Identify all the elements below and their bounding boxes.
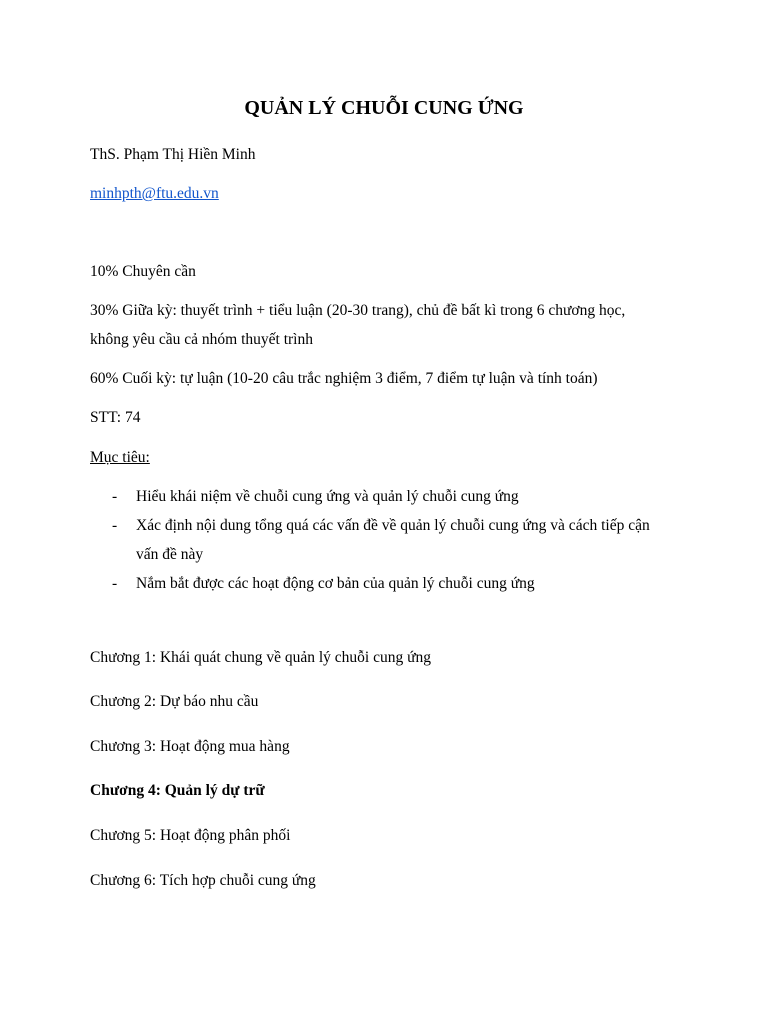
bullet-dash: - [112,488,118,505]
stt-number: STT: 74 [90,409,141,426]
grading-final: 60% Cuối kỳ: tự luận (10-20 câu trắc nghiệm 3 điểm, 7 điểm tự luận và tính toán) [90,370,598,387]
objective-item: Hiểu khái niệm về chuỗi cung ứng và quản lý chuỗi cung ứng [136,488,519,505]
grading-attendance: 10% Chuyên cần [90,263,196,280]
objective-item: Nắm bắt được các hoạt động cơ bản của quản lý chuỗi cung ứng [136,575,535,592]
bullet-dash: - [112,517,118,534]
email-link[interactable]: minhpth@ftu.edu.vn [90,185,219,202]
author-name: ThS. Phạm Thị Hiền Minh [90,146,256,163]
document-title: QUẢN LÝ CHUỖI CUNG ỨNG [244,97,524,119]
chapter-6: Chương 6: Tích hợp chuỗi cung ứng [90,872,316,889]
grading-midterm-line2: không yêu cầu cả nhóm thuyết trình [90,331,313,348]
grading-midterm-line1: 30% Giữa kỳ: thuyết trình + tiểu luận (20-30 trang), chủ đề bất kì trong 6 chương học, [90,302,626,319]
chapter-2: Chương 2: Dự báo nhu cầu [90,693,259,710]
chapter-1: Chương 1: Khái quát chung về quản lý chuỗi cung ứng [90,649,431,666]
bullet-dash: - [112,575,118,592]
chapter-4: Chương 4: Quản lý dự trữ [90,782,265,799]
objectives-heading: Mục tiêu: [90,449,150,466]
chapter-5: Chương 5: Hoạt động phân phối [90,827,291,844]
chapter-3: Chương 3: Hoạt động mua hàng [90,738,290,755]
objective-item: Xác định nội dung tổng quá các vấn đề về quản lý chuỗi cung ứng và cách tiếp cận [136,517,650,534]
objective-item-continuation: vấn đề này [136,546,204,563]
